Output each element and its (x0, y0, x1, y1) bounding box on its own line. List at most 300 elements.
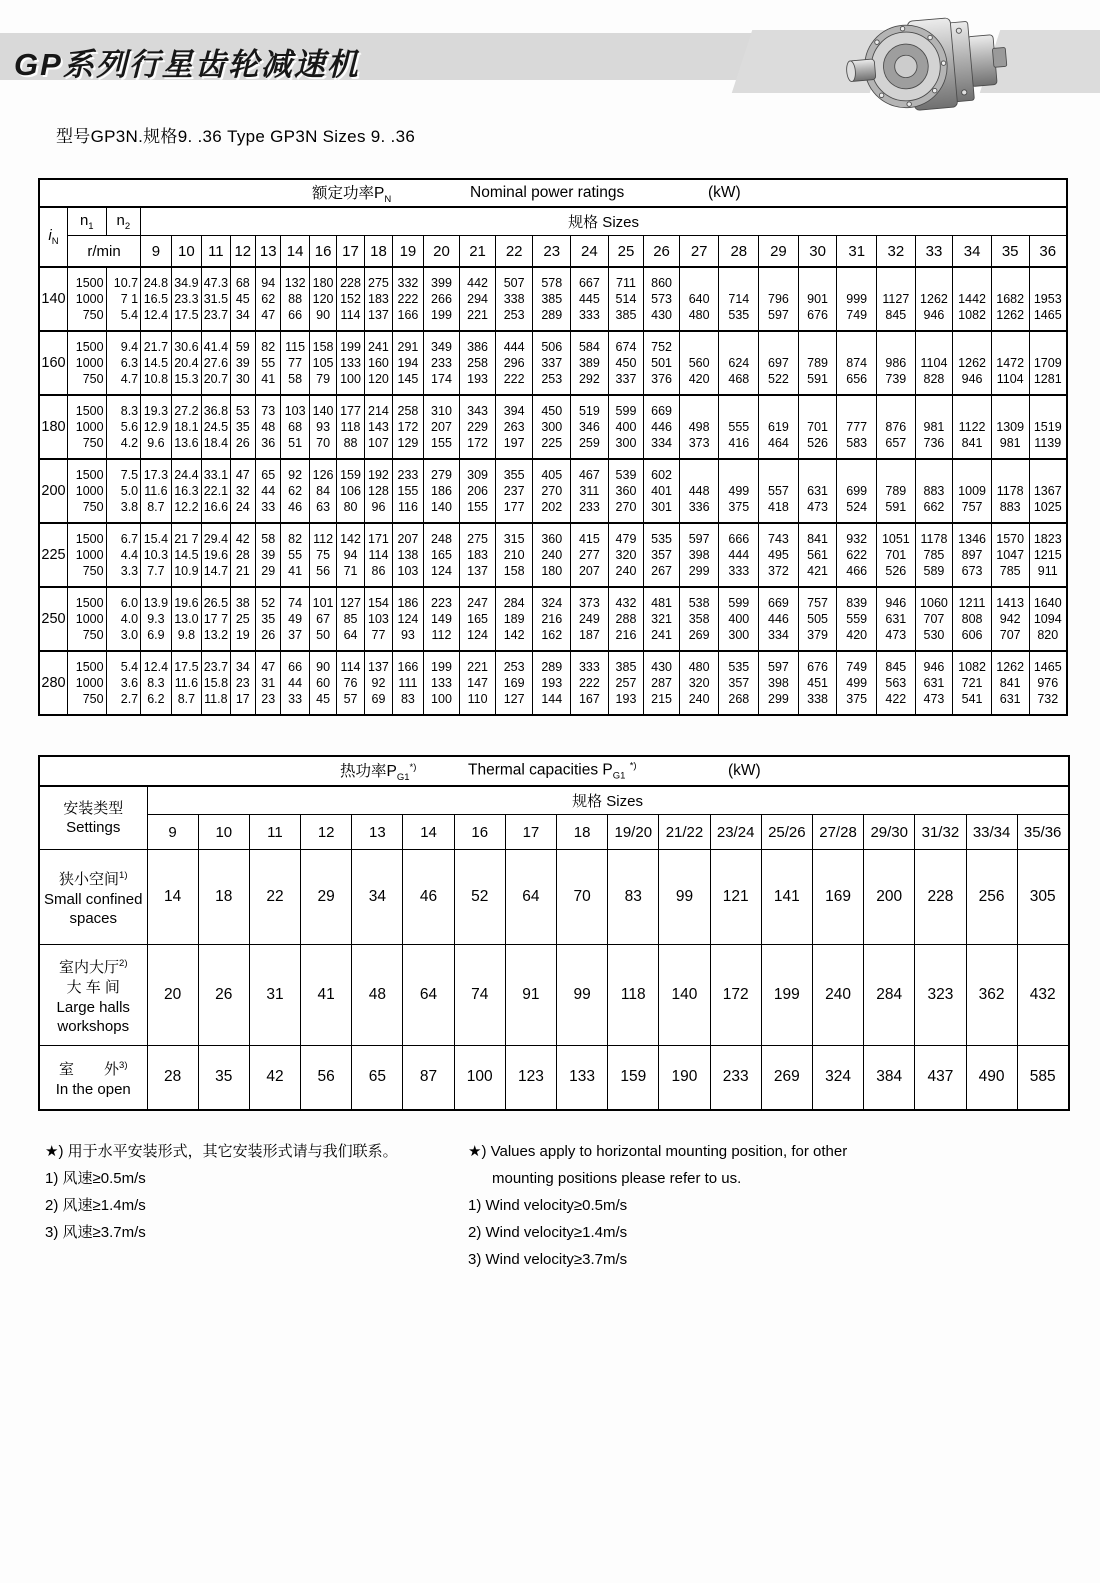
power-values-cell: 73 48 36 (256, 395, 281, 459)
power-values-cell: 699 524 (837, 459, 877, 523)
thermal-value-cell: 28 (147, 1046, 198, 1110)
power-values-cell: 430 287 215 (644, 651, 680, 715)
power-values-cell: 749 499 375 (837, 651, 877, 715)
thermal-row (39, 945, 1069, 1046)
thermal-value-cell: 48 (352, 945, 403, 1046)
power-values-cell: 1465 976 732 (1029, 651, 1067, 715)
thermal-value-cell: 233 (710, 1046, 761, 1110)
n2-speed-values: 6.7 4.4 3.3 (106, 523, 141, 587)
thermal-value-cell: 121 (710, 850, 761, 945)
power-values-cell: 385 257 193 (608, 651, 644, 715)
power-values-cell: 946 631 473 (915, 651, 953, 715)
power-values-cell: 114 76 57 (337, 651, 364, 715)
power-values-cell: 12.4 8.3 6.2 (141, 651, 172, 715)
power-values-cell: 415 277 207 (571, 523, 609, 587)
power-values-cell: 82 55 41 (281, 523, 309, 587)
page-title: GP系列行星齿轮减速机 (14, 47, 360, 82)
ratio-in-value: 180 (39, 395, 67, 459)
power-values-cell: 355 237 177 (495, 459, 533, 523)
power-values-cell: 1082 721 541 (953, 651, 992, 715)
sizes-group-header: 规格 Sizes (147, 786, 1069, 815)
power-values-cell: 207 138 103 (393, 523, 424, 587)
power-values-cell: 19.6 13.0 9.8 (171, 587, 202, 651)
power-values-cell: 279 186 140 (423, 459, 460, 523)
ratio-in-value: 250 (39, 587, 67, 651)
footnote-line: 3) Wind velocity≥3.7m/s (468, 1251, 628, 1268)
power-values-cell: 535 357 268 (719, 651, 759, 715)
power-values-cell: 92 62 46 (281, 459, 309, 523)
size-column-header: 19/20 (608, 815, 659, 850)
thermal-value-cell: 64 (505, 850, 556, 945)
power-ratings-table (38, 178, 1068, 716)
thermal-value-cell: 18 (198, 850, 249, 945)
power-values-cell: 789 591 (798, 331, 837, 395)
size-number-header-row (39, 236, 1067, 268)
thermal-row (39, 1046, 1069, 1110)
power-values-cell: 233 155 116 (393, 459, 424, 523)
power-values-cell: 27.2 18.1 13.6 (171, 395, 202, 459)
size-column-header: 30 (798, 236, 837, 268)
power-values-cell: 90 60 45 (309, 651, 336, 715)
size-column-header: 11 (249, 815, 300, 850)
power-values-cell: 519 346 259 (571, 395, 609, 459)
size-column-header: 9 (141, 236, 172, 268)
size-column-header: 13 (256, 236, 281, 268)
power-values-cell: 23.7 15.8 11.8 (202, 651, 230, 715)
power-values-cell: 1178 785 589 (915, 523, 953, 587)
size-column-header: 23/24 (710, 815, 761, 850)
thermal-value-cell: 74 (454, 945, 505, 1046)
power-values-cell: 171 114 86 (364, 523, 392, 587)
setting-label: 狭小空间$^{1)}$ Small confined spaces (39, 850, 147, 945)
thermal-value-cell: 14 (147, 850, 198, 945)
thermal-value-cell: 64 (403, 945, 454, 1046)
power-values-cell: 38 25 19 (230, 587, 255, 651)
power-values-cell: 860 573 430 (644, 267, 680, 331)
n1-speed-values: 1500 1000 750 (67, 651, 106, 715)
thermal-value-cell: 123 (505, 1046, 556, 1110)
size-column-header: 12 (301, 815, 352, 850)
power-values-cell: 1346 897 673 (953, 523, 992, 587)
power-values-cell: 324 216 162 (533, 587, 571, 651)
power-table-title-row (39, 179, 1067, 207)
thermal-value-cell: 87 (403, 1046, 454, 1110)
thermal-value-cell: 100 (454, 1046, 505, 1110)
ratio-in-value: 200 (39, 459, 67, 523)
thermal-value-cell: 169 (812, 850, 863, 945)
power-values-cell: 247 165 124 (460, 587, 496, 651)
thermal-capacities-table (38, 755, 1070, 1111)
power-values-cell: 1060 707 530 (915, 587, 953, 651)
power-values-cell: 19.3 12.9 9.6 (141, 395, 172, 459)
power-values-cell: 310 207 155 (423, 395, 460, 459)
power-values-cell: 394 263 197 (495, 395, 533, 459)
settings-column-header: 安装类型 Settings (39, 786, 147, 850)
n1-speed-values: 1500 1000 750 (67, 587, 106, 651)
size-column-header: 14 (281, 236, 309, 268)
size-column-header: 10 (171, 236, 202, 268)
power-values-cell: 757 505 379 (798, 587, 837, 651)
power-values-cell: 309 206 155 (460, 459, 496, 523)
power-values-cell: 158 105 79 (309, 331, 336, 395)
power-values-cell: 676 451 338 (798, 651, 837, 715)
power-values-cell: 442 294 221 (460, 267, 496, 331)
power-values-cell: 343 229 172 (460, 395, 496, 459)
power-values-cell: 597 398 299 (759, 651, 799, 715)
thermal-value-cell: 228 (915, 850, 966, 945)
size-column-header: 35 (991, 236, 1029, 268)
size-column-header: 21/22 (659, 815, 710, 850)
size-column-header: 16 (309, 236, 336, 268)
power-values-cell: 640 480 (679, 267, 719, 331)
power-values-cell: 752 501 376 (644, 331, 680, 395)
power-values-cell: 41.4 27.6 20.7 (202, 331, 230, 395)
size-column-header: 11 (202, 236, 230, 268)
power-values-cell: 17.3 11.6 8.7 (141, 459, 172, 523)
power-values-cell: 1211 808 606 (953, 587, 992, 651)
size-column-header: 25/26 (761, 815, 812, 850)
power-values-cell: 499 375 (719, 459, 759, 523)
power-values-cell: 58 39 29 (256, 523, 281, 587)
size-column-header: 22 (495, 236, 533, 268)
power-values-cell: 289 193 144 (533, 651, 571, 715)
power-values-cell: 142 94 71 (337, 523, 364, 587)
setting-label: 室内大厅$^{2)}$ 大 车 间 Large halls workshops (39, 945, 147, 1046)
power-values-cell: 1122 841 (953, 395, 992, 459)
size-number-header-row (39, 815, 1069, 850)
size-column-header: 24 (571, 236, 609, 268)
thermal-table-title-row (39, 756, 1069, 786)
sizes-group-header: 规格 Sizes (141, 207, 1067, 236)
ratio-group-row (39, 651, 1067, 715)
power-values-cell: 137 92 69 (364, 651, 392, 715)
ratio-group-row (39, 459, 1067, 523)
n1-speed-values: 1500 1000 750 (67, 331, 106, 395)
thermal-value-cell: 42 (249, 1046, 300, 1110)
power-values-cell: 599 400 300 (608, 395, 644, 459)
power-values-cell: 631 473 (798, 459, 837, 523)
power-values-cell: 467 311 233 (571, 459, 609, 523)
thermal-value-cell: 56 (301, 1046, 352, 1110)
size-column-header: 13 (352, 815, 403, 850)
power-values-cell: 597 398 299 (679, 523, 719, 587)
power-title-unit: (kW) (708, 184, 741, 201)
power-values-cell: 555 416 (719, 395, 759, 459)
n2-speed-values: 5.4 3.6 2.7 (106, 651, 141, 715)
size-column-header: 31 (837, 236, 877, 268)
power-values-cell: 624 468 (719, 331, 759, 395)
n1-speed-values: 1500 1000 750 (67, 267, 106, 331)
footnote-line: ★) Values apply to horizontal mounting position, for other (468, 1143, 848, 1160)
power-title-en: Nominal power ratings (470, 184, 625, 201)
power-values-cell: 1709 1281 (1029, 331, 1067, 395)
power-values-cell: 132 88 66 (281, 267, 309, 331)
size-column-header: 35/36 (1017, 815, 1068, 850)
power-values-cell: 59 39 30 (230, 331, 255, 395)
power-values-cell: 602 401 301 (644, 459, 680, 523)
power-values-cell: 789 591 (877, 459, 916, 523)
power-values-cell: 52 35 26 (256, 587, 281, 651)
footnote-line: ★) 用于水平安装形式，其它安装形式请与我们联系。 (45, 1143, 398, 1160)
power-values-cell: 349 233 174 (423, 331, 460, 395)
power-values-cell: 743 495 372 (759, 523, 799, 587)
size-column-header: 21 (460, 236, 496, 268)
power-values-cell: 154 103 77 (364, 587, 392, 651)
thermal-value-cell: 190 (659, 1046, 710, 1110)
power-values-cell: 874 656 (837, 331, 877, 395)
thermal-value-cell: 91 (505, 945, 556, 1046)
power-values-cell: 140 93 70 (309, 395, 336, 459)
size-column-header: 31/32 (915, 815, 966, 850)
footnote-line: 1) Wind velocity≥0.5m/s (468, 1197, 628, 1214)
power-values-cell: 373 249 187 (571, 587, 609, 651)
size-column-header: 27 (679, 236, 719, 268)
ratio-in-value: 225 (39, 523, 67, 587)
n1-speed-values: 1500 1000 750 (67, 395, 106, 459)
thermal-value-cell: 29 (301, 850, 352, 945)
power-values-cell: 159 106 80 (337, 459, 364, 523)
gearbox-photo (842, 2, 1014, 120)
power-values-cell: 166 111 83 (393, 651, 424, 715)
size-column-header: 10 (198, 815, 249, 850)
size-column-header: 18 (364, 236, 392, 268)
thermal-value-cell: 199 (761, 945, 812, 1046)
power-values-cell: 448 336 (679, 459, 719, 523)
power-values-cell: 1823 1215 911 (1029, 523, 1067, 587)
thermal-value-cell: 140 (659, 945, 710, 1046)
thermal-value-cell: 585 (1017, 1046, 1068, 1110)
power-values-cell: 177 118 88 (337, 395, 364, 459)
size-column-header: 33/34 (966, 815, 1017, 850)
power-values-cell: 697 522 (759, 331, 799, 395)
power-values-cell: 1640 1094 820 (1029, 587, 1067, 651)
power-values-cell: 180 120 90 (309, 267, 336, 331)
footnote-line: mounting positions please refer to us. (492, 1170, 742, 1187)
power-values-cell: 332 222 166 (393, 267, 424, 331)
ratio-in-value: 140 (39, 267, 67, 331)
thermal-title-zh: 热功率$P_{G1}^{*)}$ (340, 761, 417, 784)
footnote-line: 2) Wind velocity≥1.4m/s (468, 1224, 628, 1241)
thermal-value-cell: 34 (352, 850, 403, 945)
thermal-row (39, 850, 1069, 945)
power-values-cell: 1413 942 707 (991, 587, 1029, 651)
power-values-cell: 1682 1262 (991, 267, 1029, 331)
n1-speed-values: 1500 1000 750 (67, 459, 106, 523)
size-column-header: 20 (423, 236, 460, 268)
power-values-cell: 1442 1082 (953, 267, 992, 331)
thermal-value-cell: 46 (403, 850, 454, 945)
thermal-value-cell: 22 (249, 850, 300, 945)
power-values-cell: 539 360 270 (608, 459, 644, 523)
power-values-cell: 405 270 202 (533, 459, 571, 523)
power-values-cell: 557 418 (759, 459, 799, 523)
size-column-header: 26 (644, 236, 680, 268)
power-values-cell: 538 358 269 (679, 587, 719, 651)
power-values-cell: 115 77 58 (281, 331, 309, 395)
power-values-cell: 315 210 158 (495, 523, 533, 587)
power-values-cell: 507 338 253 (495, 267, 533, 331)
power-values-cell: 13.9 9.3 6.9 (141, 587, 172, 651)
power-values-cell: 796 597 (759, 267, 799, 331)
power-values-cell: 599 400 300 (719, 587, 759, 651)
power-values-cell: 876 657 (877, 395, 916, 459)
power-values-cell: 841 561 421 (798, 523, 837, 587)
power-values-cell: 711 514 385 (608, 267, 644, 331)
power-values-cell: 986 739 (877, 331, 916, 395)
n2-speed-values: 7.5 5.0 3.8 (106, 459, 141, 523)
power-values-cell: 65 44 33 (256, 459, 281, 523)
power-values-cell: 1472 1104 (991, 331, 1029, 395)
power-values-cell: 17.5 11.6 8.7 (171, 651, 202, 715)
setting-label: 室 外$^{3)}$ In the open (39, 1046, 147, 1110)
power-values-cell: 214 143 107 (364, 395, 392, 459)
power-values-cell: 667 445 333 (571, 267, 609, 331)
ratio-group-row (39, 331, 1067, 395)
thermal-value-cell: 141 (761, 850, 812, 945)
thermal-value-cell: 305 (1017, 850, 1068, 945)
power-values-cell: 82 55 41 (256, 331, 281, 395)
power-values-cell: 1178 883 (991, 459, 1029, 523)
power-values-cell: 479 320 240 (608, 523, 644, 587)
ratio-group-row (39, 267, 1067, 331)
ratio-in-value: 160 (39, 331, 67, 395)
power-values-cell: 1309 981 (991, 395, 1029, 459)
ratio-group-row (39, 523, 1067, 587)
n2-speed-values: 10.7 7 1 5.4 (106, 267, 141, 331)
thermal-value-cell: 269 (761, 1046, 812, 1110)
thermal-value-cell: 256 (966, 850, 1017, 945)
thermal-title-en: Thermal capacities $P_{G1}$ *) (468, 760, 637, 782)
power-values-cell: 386 258 193 (460, 331, 496, 395)
thermal-value-cell: 490 (966, 1046, 1017, 1110)
power-values-cell: 275 183 137 (364, 267, 392, 331)
size-column-header: 12 (230, 236, 255, 268)
thermal-value-cell: 240 (812, 945, 863, 1046)
power-values-cell: 66 44 33 (281, 651, 309, 715)
thermal-value-cell: 99 (659, 850, 710, 945)
power-values-cell: 498 373 (679, 395, 719, 459)
power-values-cell: 253 169 127 (495, 651, 533, 715)
power-values-cell: 275 183 137 (460, 523, 496, 587)
footnotes-chinese (45, 1138, 398, 1246)
thermal-value-cell: 324 (812, 1046, 863, 1110)
power-values-cell: 192 128 96 (364, 459, 392, 523)
thermal-value-cell: 159 (608, 1046, 659, 1110)
power-values-cell: 584 389 292 (571, 331, 609, 395)
thermal-value-cell: 362 (966, 945, 1017, 1046)
thermal-value-cell: 133 (557, 1046, 608, 1110)
size-column-header: 23 (533, 236, 571, 268)
power-values-cell: 932 622 466 (837, 523, 877, 587)
power-values-cell: 444 296 222 (495, 331, 533, 395)
power-values-cell: 199 133 100 (337, 331, 364, 395)
power-values-cell: 619 464 (759, 395, 799, 459)
power-table-header-row (39, 207, 1067, 236)
power-values-cell: 101 67 50 (309, 587, 336, 651)
power-values-cell: 228 152 114 (337, 267, 364, 331)
power-values-cell: 47 31 23 (256, 651, 281, 715)
power-values-cell: 47.3 31.5 23.7 (202, 267, 230, 331)
power-values-cell: 1519 1139 (1029, 395, 1067, 459)
size-column-header: 16 (454, 815, 505, 850)
power-values-cell: 883 662 (915, 459, 953, 523)
power-values-cell: 777 583 (837, 395, 877, 459)
power-values-cell: 126 84 63 (309, 459, 336, 523)
power-values-cell: 53 35 26 (230, 395, 255, 459)
power-values-cell: 1262 946 (953, 331, 992, 395)
n1-speed-values: 1500 1000 750 (67, 523, 106, 587)
power-values-cell: 666 444 333 (719, 523, 759, 587)
size-column-header: 29 (759, 236, 799, 268)
power-values-cell: 68 45 34 (230, 267, 255, 331)
thermal-value-cell: 65 (352, 1046, 403, 1110)
size-column-header: 17 (505, 815, 556, 850)
power-values-cell: 24.8 16.5 12.4 (141, 267, 172, 331)
thermal-value-cell: 83 (608, 850, 659, 945)
size-column-header: 34 (953, 236, 992, 268)
power-values-cell: 481 321 241 (644, 587, 680, 651)
thermal-value-cell: 200 (864, 850, 915, 945)
power-values-cell: 360 240 180 (533, 523, 571, 587)
n1-column-header: $n_1$ (67, 207, 106, 236)
size-column-header: 14 (403, 815, 454, 850)
n2-column-header: $n_2$ (106, 207, 141, 236)
n2-speed-values: 6.0 4.0 3.0 (106, 587, 141, 651)
thermal-value-cell: 26 (198, 945, 249, 1046)
size-column-header: 25 (608, 236, 644, 268)
footnotes-english (468, 1138, 847, 1273)
power-values-cell: 669 446 334 (644, 395, 680, 459)
size-column-header: 28 (719, 236, 759, 268)
power-values-cell: 94 62 47 (256, 267, 281, 331)
power-values-cell: 560 420 (679, 331, 719, 395)
power-values-cell: 21 7 14.5 10.9 (171, 523, 202, 587)
ratio-group-row (39, 395, 1067, 459)
power-values-cell: 241 160 120 (364, 331, 392, 395)
thermal-title-unit: (kW) (728, 762, 761, 779)
power-values-cell: 578 385 289 (533, 267, 571, 331)
power-values-cell: 839 559 420 (837, 587, 877, 651)
power-values-cell: 1009 757 (953, 459, 992, 523)
size-column-header: 17 (337, 236, 364, 268)
power-values-cell: 333 222 167 (571, 651, 609, 715)
power-values-cell: 21.7 14.5 10.8 (141, 331, 172, 395)
power-values-cell: 127 85 64 (337, 587, 364, 651)
thermal-value-cell: 384 (864, 1046, 915, 1110)
power-values-cell: 1127 845 (877, 267, 916, 331)
power-title-zh: 额定功率$P_N$ (312, 184, 392, 206)
n2-speed-values: 9.4 6.3 4.7 (106, 331, 141, 395)
model-subtitle: 型号GP3N.规格9. .36 Type GP3N Sizes 9. .36 (56, 127, 416, 146)
size-column-header: 9 (147, 815, 198, 850)
power-values-cell: 1104 828 (915, 331, 953, 395)
power-values-cell: 284 189 142 (495, 587, 533, 651)
n2-speed-values: 8.3 5.6 4.2 (106, 395, 141, 459)
power-values-cell: 1051 701 526 (877, 523, 916, 587)
power-values-cell: 221 147 110 (460, 651, 496, 715)
size-column-header: 32 (877, 236, 916, 268)
size-column-header: 27/28 (812, 815, 863, 850)
power-values-cell: 1367 1025 (1029, 459, 1067, 523)
size-column-header: 18 (557, 815, 608, 850)
thermal-value-cell: 284 (864, 945, 915, 1046)
power-values-cell: 1262 946 (915, 267, 953, 331)
power-values-cell: 42 28 21 (230, 523, 255, 587)
power-values-cell: 74 49 37 (281, 587, 309, 651)
power-values-cell: 1570 1047 785 (991, 523, 1029, 587)
thermal-value-cell: 41 (301, 945, 352, 1046)
power-values-cell: 29.4 19.6 14.7 (202, 523, 230, 587)
